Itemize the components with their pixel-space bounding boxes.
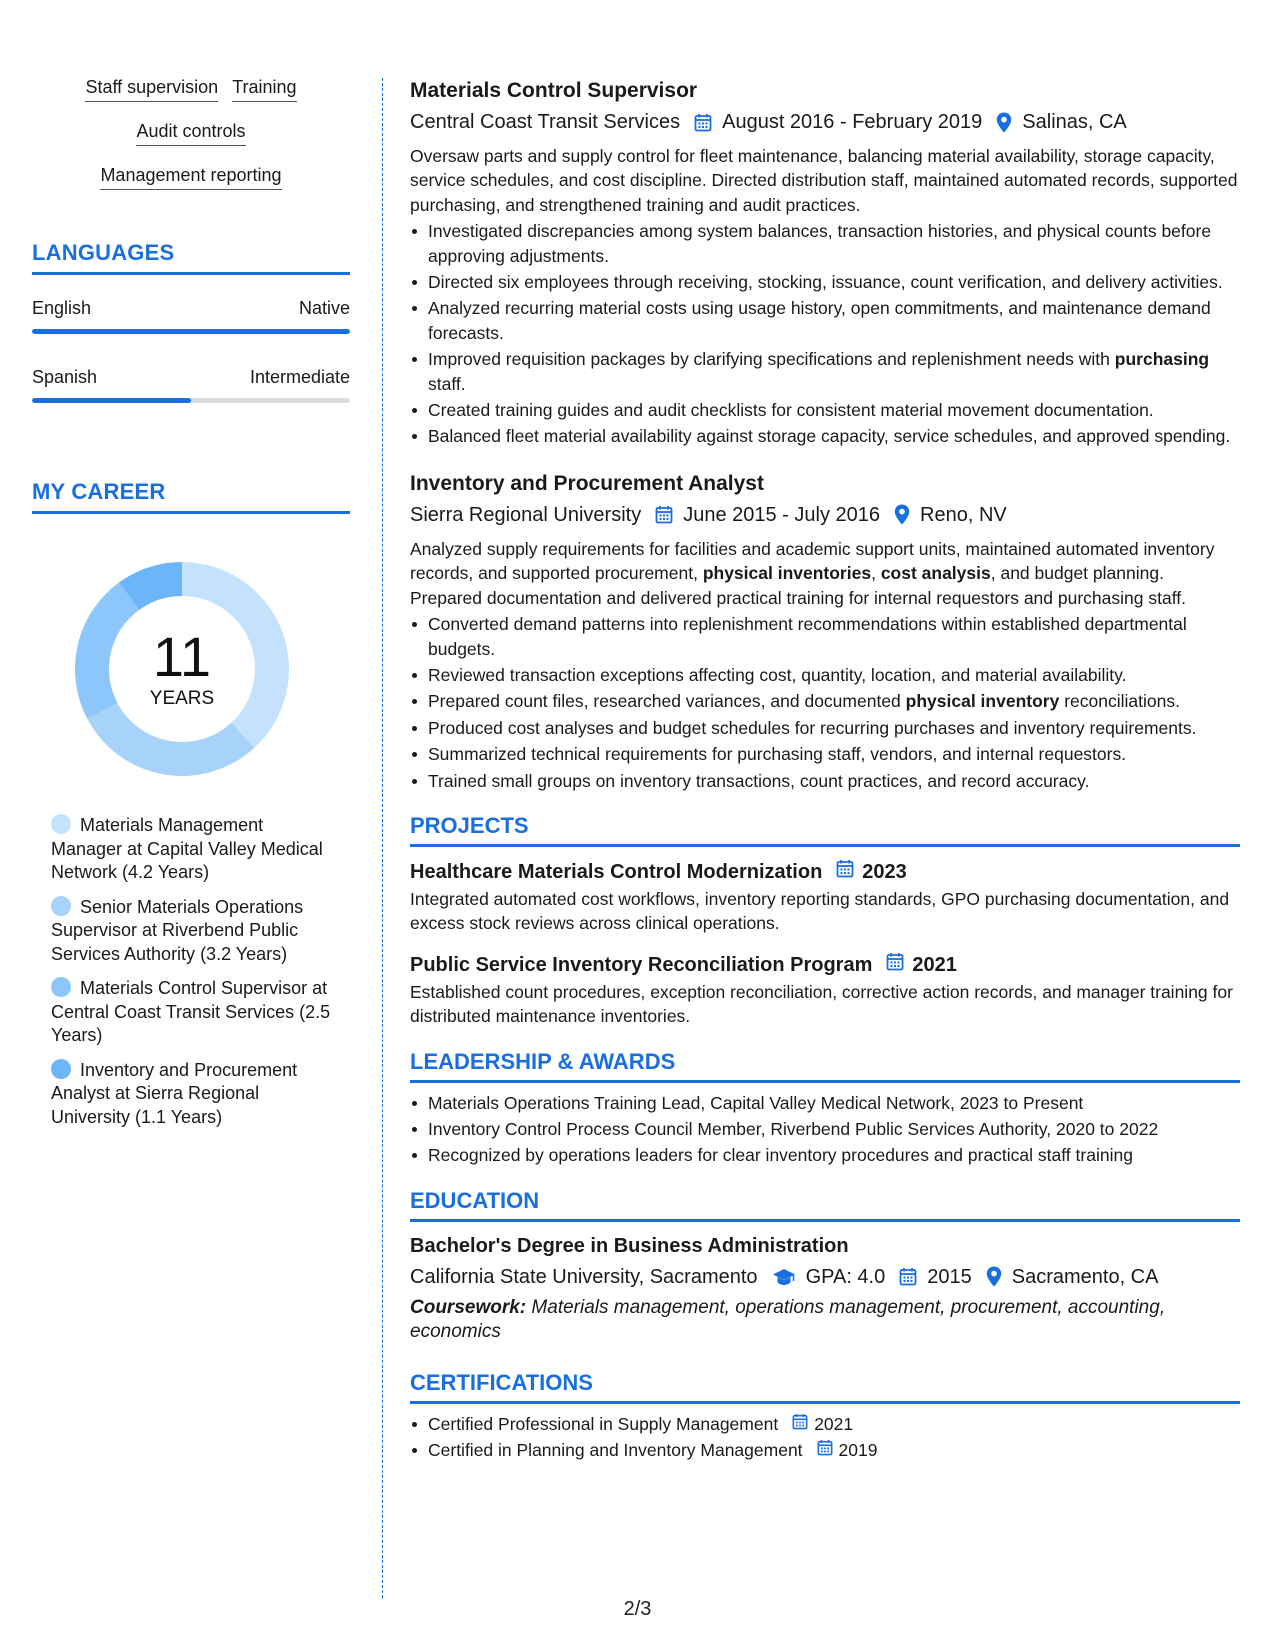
school-location: Sacramento, CA: [1011, 1265, 1159, 1288]
bullet-item: Investigated discrepancies among system balances, transaction histories, and physical counts before approving adjustments.: [410, 219, 1240, 268]
calendar-icon: [899, 1267, 917, 1286]
legend-label: Materials Control Supervisor at Central Coast Transit Services (2.5 Years): [51, 978, 331, 1045]
coursework-label: Coursework:: [410, 1296, 527, 1318]
project-name: Healthcare Materials Control Modernization: [410, 860, 823, 883]
job-location: Salinas, CA: [1022, 111, 1127, 133]
experience-entry: [410, 471, 1240, 793]
language-level: Intermediate: [249, 367, 350, 387]
language-level: Native: [298, 298, 350, 318]
left-column: [32, 76, 350, 1140]
graduation-cap-icon: [772, 1268, 796, 1286]
legend-dot: [51, 814, 71, 834]
job-summary: Oversaw parts and supply control for fleet maintenance, balancing material availability, storage capacity, service schedules, and cost discipline. Directed distribution staff, maintained automated records, supported purchasing, and strengthened training and audit practices.: [410, 146, 1238, 215]
leadership-list: [410, 1091, 1240, 1168]
project-year: 2021: [912, 953, 957, 976]
certification-year: 2021: [814, 1413, 854, 1434]
languages-heading: LANGUAGES: [32, 240, 350, 275]
projects-heading: PROJECTS: [410, 813, 1240, 847]
skills-list: [32, 76, 350, 190]
project-entry: [410, 859, 1240, 936]
legend-dot: [51, 1059, 71, 1079]
job-meta: [410, 109, 1240, 135]
column-divider: [382, 78, 383, 1598]
bullet-item: Balanced fleet material availability against storage capacity, service schedules, and approved spending.: [410, 424, 1240, 448]
experience-entry: [410, 78, 1240, 449]
language-bar-fill: [32, 329, 350, 334]
certification-item: [410, 1438, 1240, 1462]
project-description: Established count procedures, exception reconciliation, corrective action records, and manager training for distributed maintenance inventories.: [410, 981, 1233, 1027]
education-heading: EDUCATION: [410, 1188, 1240, 1222]
legend-dot: [51, 977, 71, 997]
bullet-item: Directed six employees through receiving, stocking, issuance, count verification, and delivery activities.: [410, 270, 1240, 294]
right-column: [410, 78, 1240, 1463]
language-name: English: [32, 298, 92, 318]
calendar-icon: [817, 1438, 833, 1462]
certification-name: Certified Professional in Supply Management: [428, 1413, 779, 1434]
education-degree: Bachelor's Degree in Business Administration: [410, 1234, 849, 1257]
language-bar-fill: [32, 398, 191, 403]
coursework: [410, 1296, 1240, 1344]
job-title: Inventory and Procurement Analyst: [410, 471, 764, 495]
job-location: Reno, NV: [920, 503, 1007, 526]
leadership-heading: LEADERSHIP & AWARDS: [410, 1049, 1240, 1083]
gpa: GPA: 4.0: [805, 1265, 886, 1288]
job-meta: [410, 502, 1240, 528]
location-pin-icon: [986, 1266, 1002, 1287]
language-item: [32, 366, 350, 403]
language-name: Spanish: [32, 367, 98, 387]
coursework-text: Materials management, operations management, procurement, accounting, economics: [410, 1296, 1166, 1342]
project-entry: [410, 952, 1240, 1029]
calendar-icon: [886, 952, 904, 978]
skill-tag: Management reporting: [100, 164, 281, 190]
legend-label: Materials Management Manager at Capital Valley Medical Network (4.2 Years): [51, 815, 323, 882]
project-year: 2023: [862, 860, 907, 883]
education-meta: [410, 1264, 1240, 1290]
certifications-heading: CERTIFICATIONS: [410, 1370, 1240, 1404]
leadership-item: Recognized by operations leaders for clear inventory procedures and practical staff training: [410, 1143, 1240, 1167]
career-legend: [51, 814, 331, 1129]
bullet-item: Summarized technical requirements for purchasing staff, vendors, and internal requestors.: [410, 742, 1240, 766]
page-number: 2/3: [623, 1598, 652, 1620]
skill-row: [32, 120, 350, 146]
legend-item: [51, 896, 331, 967]
company-name: Central Coast Transit Services: [410, 111, 681, 133]
location-pin-icon: [894, 504, 910, 525]
certifications-list: [410, 1412, 1240, 1463]
company-name: Sierra Regional University: [410, 503, 642, 526]
job-dates: August 2016 - February 2019: [722, 111, 983, 133]
bullet-item: Trained small groups on inventory transactions, count practices, and record accuracy.: [410, 769, 1240, 793]
calendar-icon: [655, 505, 673, 524]
job-title: Materials Control Supervisor: [410, 79, 698, 102]
language-bar: [32, 398, 350, 403]
career-years-unit: YEARS: [149, 688, 215, 709]
donut-center: [67, 554, 297, 784]
language-item: [32, 297, 350, 334]
job-bullets: [410, 219, 1240, 449]
certification-name: Certified in Planning and Inventory Management: [428, 1440, 803, 1461]
career-total-years: 11: [152, 625, 212, 688]
job-dates: June 2015 - July 2016: [683, 503, 881, 526]
calendar-icon: [694, 113, 712, 132]
skill-tag: Staff supervision: [85, 76, 218, 102]
certification-year: 2019: [838, 1440, 878, 1461]
bullet-item: Analyzed recurring material costs using usage history, open commitments, and maintenance demand forecasts.: [410, 296, 1240, 345]
calendar-icon: [836, 859, 854, 885]
legend-label: Senior Materials Operations Supervisor at Riverbend Public Services Authority (3.2 Years): [51, 896, 304, 964]
legend-dot: [51, 896, 71, 916]
project-description: Integrated automated cost workflows, inventory reporting standards, GPO purchasing documentation, and excess stock reviews across clinical operations.: [410, 888, 1230, 934]
bullet-item: Created training guides and audit checklists for consistent material movement documentation.: [410, 398, 1240, 422]
legend-item: [51, 1059, 331, 1130]
project-name: Public Service Inventory Reconciliation Program: [410, 953, 873, 976]
certification-item: [410, 1412, 1240, 1436]
legend-item: [51, 977, 331, 1048]
bullet-item: Converted demand patterns into replenishment recommendations within established departmental budgets.: [410, 612, 1240, 661]
bullet-item: Prepared count files, researched variances, and documented physical inventory reconciliations.: [410, 689, 1240, 713]
career-heading: MY CAREER: [32, 479, 350, 514]
bullet-item: Improved requisition packages by clarifying specifications and replenishment needs with purchasing staff.: [410, 347, 1240, 396]
skill-row: [32, 164, 350, 190]
school-name: California State University, Sacramento: [410, 1265, 758, 1288]
skill-tag: Audit controls: [136, 120, 245, 146]
legend-item: [51, 814, 331, 885]
bullet-item: Reviewed transaction exceptions affecting cost, quantity, location, and material availability.: [410, 663, 1240, 687]
legend-label: Inventory and Procurement Analyst at Sierra Regional University (1.1 Years): [51, 1059, 298, 1127]
job-bullets: [410, 612, 1240, 793]
location-pin-icon: [996, 112, 1012, 133]
leadership-item: Materials Operations Training Lead, Capital Valley Medical Network, 2023 to Present: [410, 1091, 1240, 1115]
career-donut-chart: [67, 554, 297, 784]
job-summary: Analyzed supply requirements for facilities and academic support units, maintained automated inventory records, and supported procurement, physical inventories, cost analysis, and budget planning. Prepared documentation and delivered practical training for internal requestors and purchasing staff.: [410, 538, 1215, 608]
language-bar: [32, 329, 350, 334]
skill-row: [32, 76, 350, 102]
leadership-item: Inventory Control Process Council Member, Riverbend Public Services Authority, 2020 to 2022: [410, 1117, 1240, 1141]
graduation-year: 2015: [927, 1265, 972, 1288]
calendar-icon: [792, 1412, 808, 1436]
skill-tag: Training: [232, 76, 296, 102]
bullet-item: Produced cost analyses and budget schedules for recurring purchases and inventory requirements.: [410, 716, 1240, 740]
